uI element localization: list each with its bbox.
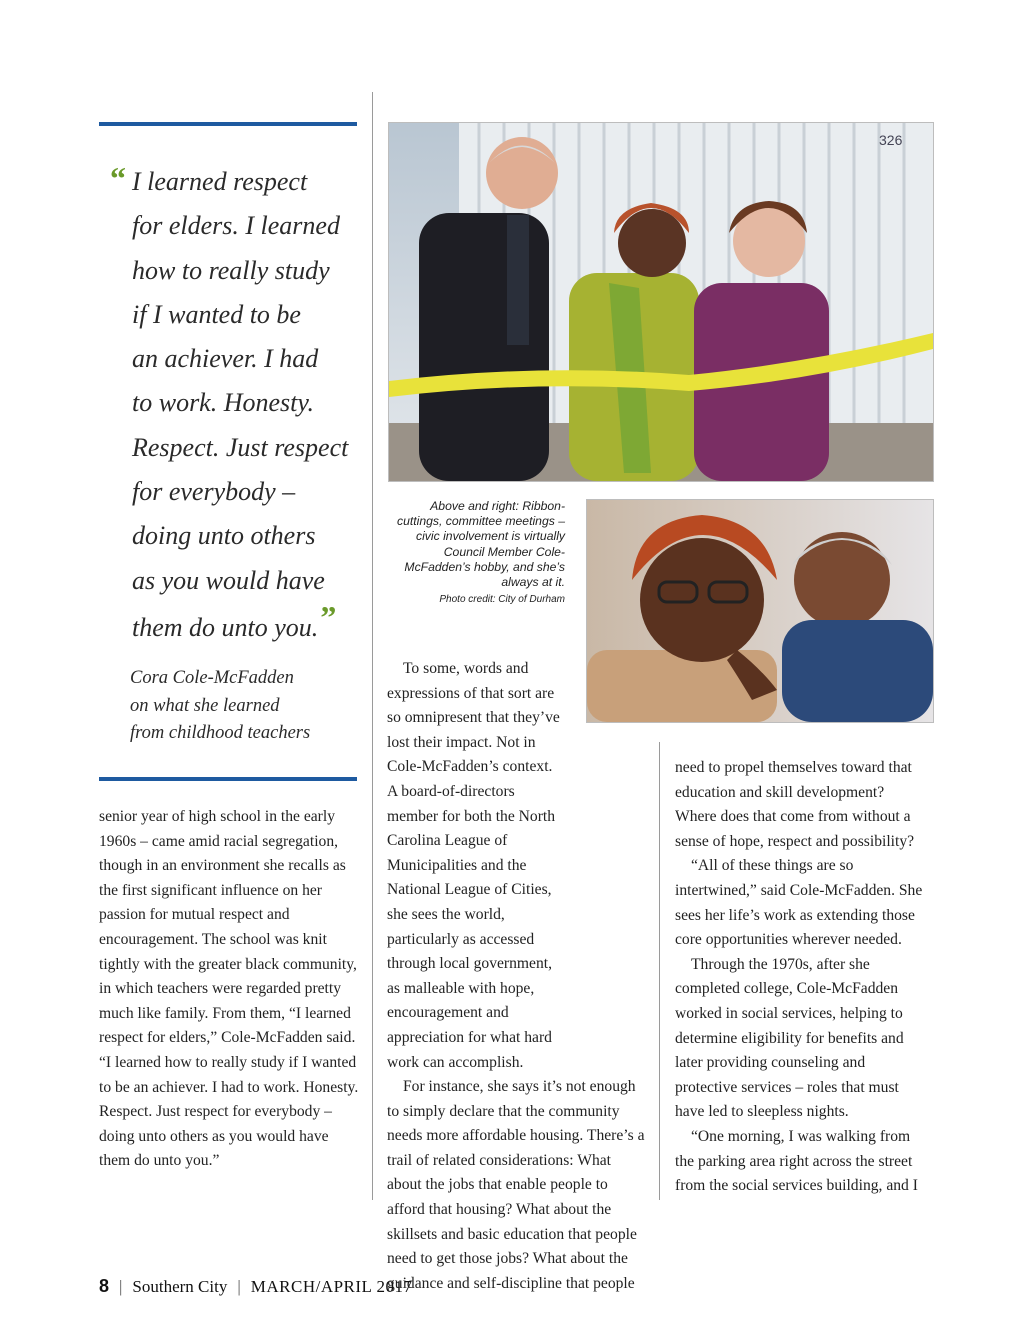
pull-quote-line: Respect. Just respect <box>132 432 349 462</box>
article-column-1 <box>99 805 359 1174</box>
svg-text:326: 326 <box>879 132 903 148</box>
pull-quote-line: as you would have <box>132 565 325 595</box>
pull-quote-line: I learned respect <box>132 167 308 196</box>
publication-name: Southern City <box>132 1277 228 1296</box>
column-divider-left <box>372 92 373 1200</box>
article-paragraph: senior year of high school in the early 1960s – came amid racial segregation, though in an environment she recalls as the first significant influence on her passion for mutual respect and encouragement. The school was knit tightly with the greater black community, in which teachers were regarded pretty much like family. From them, “I learned respect for elders,” Cole-McFadden said. “I learned how to really study if I wanted to be an achiever. I had to work. Honesty. Respect. Just respect for everybody – doing unto others as you would have them do unto you.” <box>99 808 359 1170</box>
ribbon-cutting-illustration <box>389 123 933 481</box>
close-quote-mark: ” <box>320 598 337 635</box>
pull-quote-line: how to really study <box>132 255 330 285</box>
pull-quote-line: for elders. I learned <box>132 211 340 241</box>
pull-quote-line-text: them do unto you. <box>132 612 319 642</box>
pull-quote <box>110 160 362 650</box>
attribution-line: from childhood teachers <box>130 723 311 743</box>
pull-quote-text <box>132 160 362 650</box>
pull-quote-attribution <box>130 665 360 748</box>
pull-quote-line <box>132 598 362 650</box>
pull-quote-line: for everybody – <box>132 477 296 507</box>
page-footer <box>99 1276 413 1297</box>
article-paragraph: For instance, she says it’s not enough to simply declare that the community needs more affordable housing. There’s a trail of related considerations: What about the jobs that enable people to afford that housing? What about the skillsets and basic education that people need to get those jobs? What about the guidance and self-discipline that people <box>387 1078 645 1292</box>
pull-quote-line: an achiever. I had <box>132 344 319 374</box>
pull-quote-line: if I wanted to be <box>132 299 301 329</box>
article-paragraph: “One morning, I was walking from the parking area right across the street from the social services building, and I <box>675 1127 918 1195</box>
caption-text: Above and right: Ribbon-cuttings, committee meetings – civic involvement is virtually Council Member Cole-McFadden’s hobby, and she’s always at it. <box>397 499 565 590</box>
ribbon-cutting-photo <box>388 122 934 482</box>
pull-quote-line: doing unto others <box>132 521 316 551</box>
article-paragraph: need to propel themselves toward that education and skill development? Where does that come from without a sense of hope, respect and possibility? <box>675 759 915 850</box>
article-paragraph: To some, words and expressions of that sort are so omnipresent that they’ve lost their impact. Not in Cole-McFadden’s context. A board-of-directors member for both the North Carolina League of Municipalities and the National League of Cities, she sees the world, particularly as accessed through local government, as malleable with hope, encouragement and appreciation for what hard work can accomplish. <box>387 660 560 1071</box>
attribution-line: Cora Cole-McFadden <box>130 668 294 688</box>
article-paragraph: “All of these things are so intertwined,” said Cole-McFadden. She sees her life’s work as extending those core opportunities wherever needed. <box>675 857 923 949</box>
photo-credit: Photo credit: City of Durham <box>439 594 565 606</box>
column-divider-right <box>659 742 660 1200</box>
pull-quote-line: to work. Honesty. <box>132 388 314 418</box>
attribution-line: on what she learned <box>130 695 280 716</box>
issue-date: MARCH/APRIL 2017 <box>250 1277 413 1296</box>
open-quote-mark: “ <box>110 160 126 196</box>
article-column-3 <box>675 756 927 1199</box>
photo-caption <box>388 499 565 607</box>
article-paragraph: Through the 1970s, after she completed college, Cole-McFadden worked in social services, helping to determine eligibility for benefits and later providing counseling and protective services – roles that must have led to sleepless nights. <box>675 955 904 1121</box>
article-column-2 <box>387 657 645 1296</box>
footer-separator: | <box>237 1277 241 1296</box>
footer-separator: | <box>119 1277 123 1296</box>
pull-quote-bottom-rule <box>99 777 357 781</box>
page-number: 8 <box>99 1276 110 1296</box>
pull-quote-top-rule <box>99 122 357 126</box>
